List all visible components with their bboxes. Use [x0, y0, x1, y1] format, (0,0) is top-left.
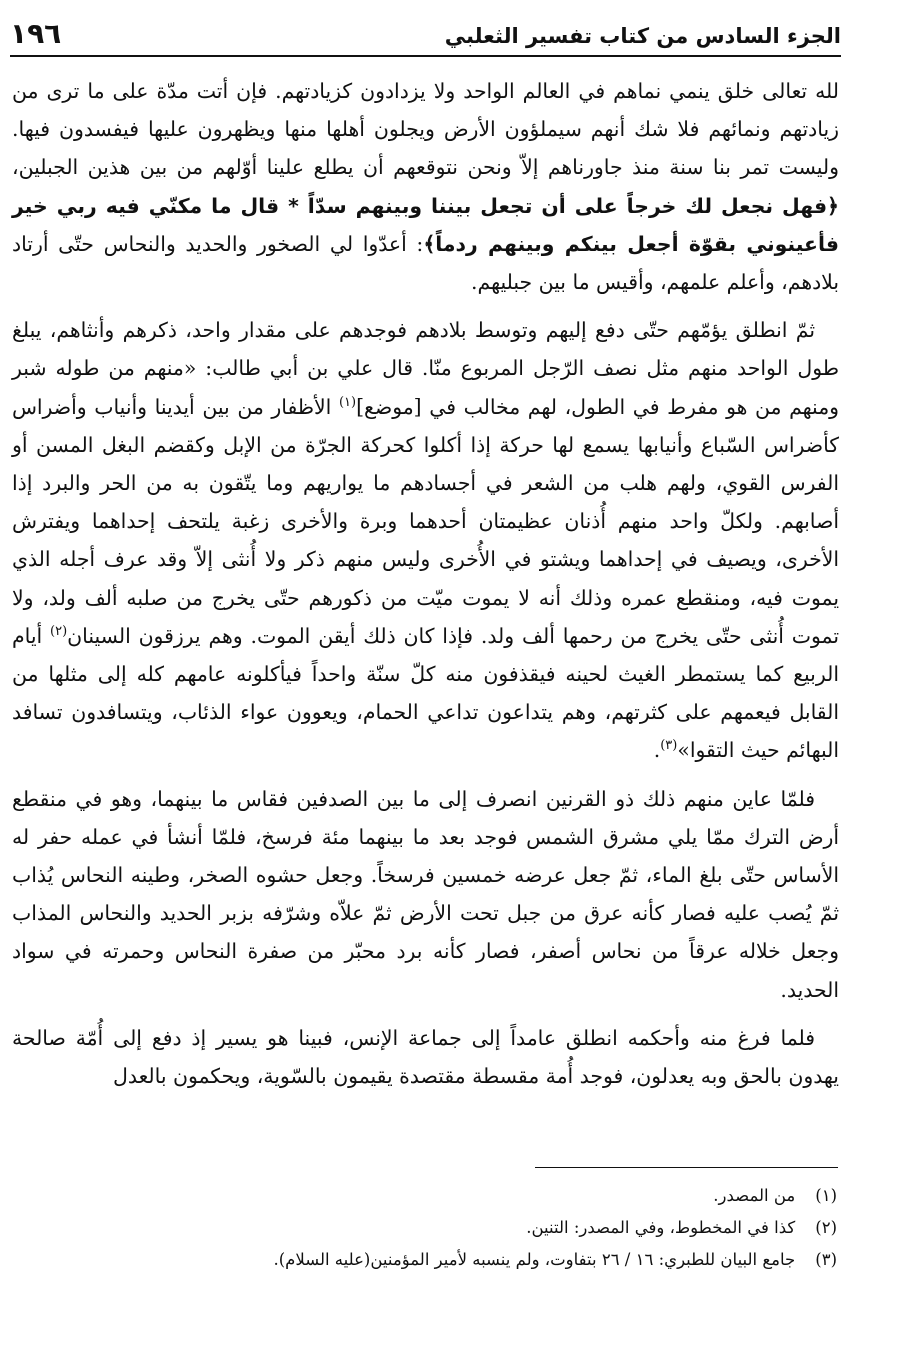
paragraph-1: [12, 72, 839, 301]
footnote-1: [137, 1180, 837, 1212]
footnote-3-number: (٣): [815, 1250, 837, 1269]
footnote-3: [137, 1244, 837, 1276]
paragraph-3: فلمّا عاين منهم ذلك ذو القرنين انصرف إلى ما بين الصدفين فقاس ما بينهما، وهو في منقطع أرض الترك ممّا يلي مشرق الشمس فوجد بعد ما بينهما مئة فرسخ، فلمّا أنشأ في عمله حفر له الأساس حتّى بلغ الماء، ثمّ جعل عرضه خمسين فرسخاً. وجعل حشوه الصخر، وطينه النحاس يُذاب ثمّ يُصب عليه فصار كأنه عرق من جبل تحت الأرض ثمّ علاّه وشرّفه بزبر الحديد والنحاس المذاب وجعل خلاله عرقاً من نحاس أصفر، فصار كأنه برد محبّر من صفرة النحاس وحمرته في سواد الحديد.: [12, 786, 839, 1002]
page-number: ١٩٦: [10, 17, 62, 50]
footnote-3-text: جامع البيان للطبري: ١٦ / ٢٦ بتفاوت، ولم ينسبه لأمير المؤمنين(عليه السلام).: [273, 1250, 796, 1269]
footnote-2-number: (٢): [815, 1218, 837, 1237]
footnote-1-text: من المصدر.: [713, 1186, 796, 1205]
footnote-divider: [535, 1167, 838, 1168]
footnotes: [137, 1180, 837, 1276]
paragraph-1-text-b: : أعدّوا لي الصخور والحديد والنحاس حتّى أرتاد بلادهم، وأعلم علمهم، وأقيس ما بين جبليهم.: [12, 231, 839, 295]
footnote-marker-2[interactable]: (٢): [50, 624, 68, 640]
paragraph-1-text-a: لله تعالى خلق ينمي نماهم في العالم الواحد ولا يزدادون كزيادتهم. فإن أتت مدّة على ما ترى من زيادتهم ونمائهم فلا شك أنهم سيملؤون الأرض ويجلون أهلها منها ويظهرون عليها فيفسدون فيها. وليست تمر بنا سنة منذ جاورناهم إلاّ ونحن نتوقعهم أن يطلع علينا أوّلهم من بين هذين الجبلين،: [12, 79, 839, 180]
header-divider: [10, 55, 841, 57]
paragraph-4: فلما فرغ منه وأحكمه انطلق عامداً إلى جماعة الإنس، فبينا هو يسير إذ دفع إلى أُمّة صالحة يهدون بالحق وبه يعدلون، فوجد أُمة مقسطة مقتصدة يقيمون بالسّوية، ويحكمون بالعدل: [12, 1025, 839, 1089]
running-title: الجزء السادس من كتاب تفسير الثعلبي: [444, 24, 841, 48]
main-text: [12, 72, 839, 1105]
footnote-marker-3[interactable]: (٣): [660, 738, 678, 754]
paragraph-2-text-a: ثمّ انطلق يؤمّهم حتّى دفع إليهم وتوسط بلادهم فوجدهم على مقدار واحد، ذكرهم وأنثاهم، يبلغ طول الواحد منهم مثل نصف الرّجل المربوع منّا. قال علي بن أبي طالب: «منهم من طوله شبر ومنهم من هو مفرط في الطول، لهم مخالب في [موضع]: [12, 318, 839, 419]
footnote-marker-1[interactable]: (١): [338, 394, 357, 410]
paragraph-2-text-b: الأظفار من بين أيدينا وأنياب وأضراس كأضراس السّباع وأنيابها يسمع لها حركة إذا أكلوا كحركة الجرّة من الإبل وكقضم البغل المسن أو الفرس القوي، ولهم هلب من الشعر في أجسادهم ما يواريهم وما يتّقون به من الحر والبرد إذا أصابهم. ولكلّ واحد منهم أُذنان عظيمتان أحدهما وبرة والأخرى زغبة يلتحف إحداهما ويفترش الأخرى، ويصيف في إحداهما ويشتو في الأُخرى وليس منهم ذكر ولا أُنثى إلاّ وقد عرف أجله الذي يموت فيه، ومنقطع عمره وذلك أنه لا يموت ميّت من ذكورهم حتّى يخرج من صلبه ألف ولد، ولا تموت أُنثى حتّى يخرج من رحمها ألف ولد. فإذا كان ذلك أيقن الموت. وهم يرزقون السينان: [12, 394, 839, 648]
paragraph-2-text-c: أيام الربيع كما يستمطر الغيث لحينه فيقذفون منه كلّ سنّة واحداً فيأكلونه عامهم كله إلى مثلها من القابل فيعمهم على كثرتهم، وهم يتداعون تداعي الحمام، ويعوون عواء الذئاب، ويتسافدون تسافد البهائم حيث التقوا»: [12, 623, 839, 763]
footnote-2-text: كذا في المخطوط، وفي المصدر: التنين.: [526, 1218, 796, 1237]
footnote-2: [137, 1212, 837, 1244]
paragraph-2: [12, 311, 839, 769]
footnote-1-number: (١): [815, 1186, 837, 1205]
quran-verse: ﴿فهل نجعل لك خرجاً على أن تجعل بيننا وبينهم سدّاً * قال ما مكنّي فيه ربي خير فأعينوني بقوّة أجعل بينكم وبينهم ردماً﴾: [12, 193, 839, 256]
paragraph-2-text-d: .: [653, 738, 661, 763]
page-header: [10, 14, 841, 52]
